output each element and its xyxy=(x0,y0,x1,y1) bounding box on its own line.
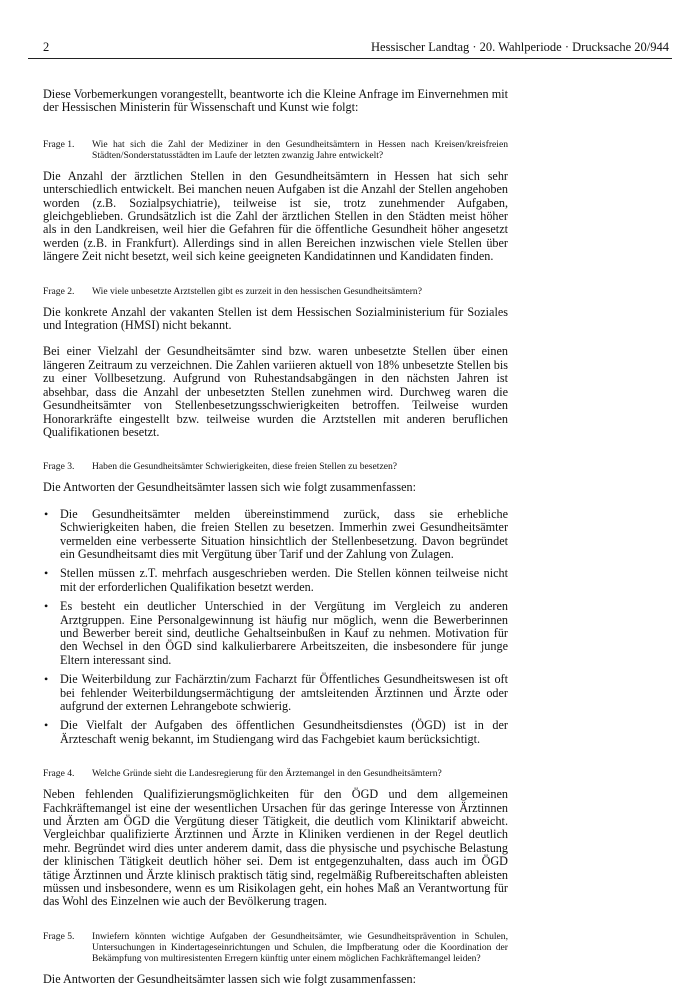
bullet-icon: • xyxy=(44,718,49,733)
question-label: Frage 5. xyxy=(43,930,75,942)
list-item xyxy=(43,508,508,562)
question-label: Frage 3. xyxy=(43,461,75,473)
answer-paragraph: Die Anzahl der ärztlichen Stellen in den Gesundheitsämtern in Hessen hat sich sehr unterschiedlich entwickelt. Bei manchen neuen Aufgaben ist die Anzahl der Stellen angehoben worden (z.B. Sozialpsychiatrie), teilweise ist sie, trotz zunehmender Aufgaben, gleichgeblieben. Grundsätzlich ist die Zahl der ärztlichen Stellen in den Städten meist höher als in den Landkreisen, weil hier die Gefahren für die öffentliche Gesundheit höher angesetzt werden (z.B. in Frankfurt). Allerdings sind in allen Bereichen inzwischen viele Stellen über längere Zeit nicht besetzt, weil sich keine geeigneten Kandidatinnen und Kandidaten finden. xyxy=(43,168,508,264)
question-4 xyxy=(43,768,508,779)
question-1 xyxy=(43,139,508,161)
answer-lead: Die Antworten der Gesundheitsämter lassen sich wie folgt zusammenfassen: xyxy=(43,971,416,986)
list-item xyxy=(43,673,508,713)
bullet-icon: • xyxy=(44,599,49,614)
answer-bullet-list xyxy=(43,508,508,747)
answer-paragraph: Neben fehlenden Qualifizierungsmöglichkeiten für den ÖGD und dem allgemeinen Fachkräftemangel ist eine der wesentlichen Ursachen für das geringe Interesse von Ärztinnen und Ärzten am ÖGD die Vergütung dieser Tätigkeit, die deutlich vom Kliniktarif abweicht. Vergleichbar qualifizierte Ärztinnen und Ärzte in Kliniken verdienen in der Regel deutlich mehr. Begründet wird dies unter anderem damit, dass die physische und psychische Belastung der klinischen Tätigkeit deutlich höher sei. Dem ist entgegenzuhalten, dass auch im ÖGD tätige Ärztinnen und Ärzte klinisch praktisch tätig sind, regelmäßig Rufbereitschaften ableisten müssen und insbesondere, wenn es um Risikolagen geht, ein hohes Maß an Verantwortung für das Wohl des Einzelnen wie auch der Bevölkerung tragen. xyxy=(43,787,508,909)
question-text: Wie viele unbesetzte Arztstellen gibt es zurzeit in den hessischen Gesundheitsämtern? xyxy=(92,285,422,297)
question-text: Wie hat sich die Zahl der Mediziner in den Gesundheitsämtern in Hessen nach Kreisen/kreisfreien Städten/Sonderstatusstädten im Laufe der letzten zwanzig Jahre entwickelt? xyxy=(92,138,508,161)
list-item-text: Stellen müssen z.T. mehrfach ausgeschrieben werden. Die Stellen können teilweise nicht mit der erforderlichen Qualifikation besetzt werden. xyxy=(60,566,508,594)
intro-paragraph: Diese Vorbemerkungen vorangestellt, beantworte ich die Kleine Anfrage im Einvernehmen mit der Hessischen Ministerin für Wissenschaft und Kunst wie folgt: xyxy=(43,87,508,115)
answer-lead: Die Antworten der Gesundheitsämter lassen sich wie folgt zusammenfassen: xyxy=(43,480,416,495)
question-label: Frage 4. xyxy=(43,768,75,780)
answer-paragraph: Die konkrete Anzahl der vakanten Stellen ist dem Hessischen Sozialministerium für Soziales und Integration (HMSI) nicht bekannt. xyxy=(43,304,508,333)
answer-paragraph: Bei einer Vielzahl der Gesundheitsämter sind bzw. waren unbesetzte Stellen über einen längeren Zeitraum zu verzeichnen. Die Zahlen variieren aktuell von 18% unbesetzte Stellen bis zu einer Vollbesetzung. Aufgrund von Ruhestandsabgängen in den nächsten Jahren ist absehbar, dass die Anzahl der unbesetzten Stellen zunehmen wird. Durchweg waren die Gesundheitsämter von Stellenbesetzungsschwierigkeiten betroffen. Teilweise wurden Honorarkräfte eingestellt bzw. teilweise wurden die Arztstellen mit anderen beruflichen Qualifikationen besetzt. xyxy=(43,344,508,439)
question-text: Inwiefern könnten wichtige Aufgaben der Gesundheitsämter, wie Gesundheitsprävention in Schulen, Untersuchungen in Kindertageseinrichtungen und Schulen, die Impfberatung oder die Koordination der Bekämpfung von multiresistenten Erregern künftig unter einem möglichen Fachkräftemangel leiden? xyxy=(92,930,508,964)
list-item-text: Die Vielfalt der Aufgaben des öffentlichen Gesundheitsdienstes (ÖGD) ist in der Ärzteschaft wenig bekannt, im Studiengang wird das Fachgebiet kaum berücksichtigt. xyxy=(60,718,508,746)
document-body xyxy=(43,88,508,986)
question-label: Frage 2. xyxy=(43,285,75,297)
bullet-icon: • xyxy=(44,566,49,581)
question-text: Welche Gründe sieht die Landesregierung für den Ärztemangel in den Gesundheitsämtern? xyxy=(92,768,442,780)
question-text: Haben die Gesundheitsämter Schwierigkeiten, diese freien Stellen zu besetzen? xyxy=(92,461,398,473)
question-label: Frage 1. xyxy=(43,138,75,150)
bullet-icon: • xyxy=(44,672,49,687)
list-item xyxy=(43,567,508,594)
list-item-text: Die Gesundheitsämter melden übereinstimmend zurück, dass sie erhebliche Schwierigkeiten haben, die freien Stellen zu besetzen. Immerhin zwei Gesundheitsämter vermelden eine verbesserte Situation hinsichtlich der Stellenbesetzung. Davon begründet ein Gesundheitsamt dies mit Vergütung über Tarif und der Zahlung von Zulagen. xyxy=(60,506,508,561)
bullet-icon: • xyxy=(44,506,49,521)
list-item-text: Es besteht ein deutlicher Unterschied in der Vergütung im Vergleich zu anderen Arztgruppen. Eine Personalgewinnung ist häufig nur möglich, wenn die Bewerberinnen und Bewerber bereit sind, deutliche Gehaltseinbußen in Kauf zu nehmen. Motivation für den Wechsel in den ÖGD sind kalkulierbarere Arbeitszeiten, die insbesondere für junge Eltern interessant sind. xyxy=(60,599,508,667)
list-item xyxy=(43,719,508,746)
question-2 xyxy=(43,286,508,297)
running-title: Hessischer Landtag · 20. Wahlperiode · Drucksache 20/944 xyxy=(371,40,669,54)
list-item-text: Die Weiterbildung zur Fachärztin/zum Facharzt für Öffentliches Gesundheitswesen ist oft bei fehlender Weiterbildungsermächtigung der amtsleitenden Ärztinnen und Ärzte oder aufgrund der externen Lehrangebote schwierig. xyxy=(60,672,508,713)
question-3 xyxy=(43,461,508,472)
question-5 xyxy=(43,931,508,964)
page-number: 2 xyxy=(43,40,50,54)
list-item xyxy=(43,600,508,667)
page-header xyxy=(28,40,672,59)
